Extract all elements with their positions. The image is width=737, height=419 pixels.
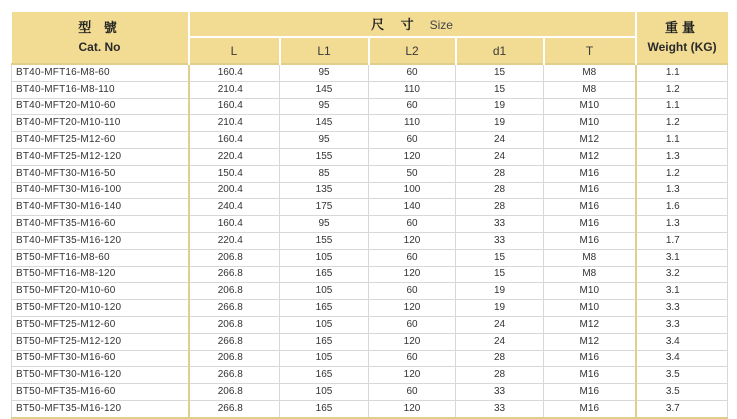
cell-l: 206.8 (189, 350, 280, 367)
cell-d1: 24 (456, 132, 544, 149)
cell-l: 220.4 (189, 148, 280, 165)
cell-l2: 60 (369, 316, 456, 333)
cell-t: M16 (544, 384, 636, 401)
header-col-l: L (189, 37, 280, 64)
cell-l: 266.8 (189, 333, 280, 350)
cell-weight: 3.2 (636, 266, 728, 283)
cell-catalog-number: BT50-MFT25-M12-120 (12, 333, 189, 350)
cell-l1: 165 (280, 400, 369, 417)
cell-l1: 95 (280, 132, 369, 149)
header-weight-zh: 重量 (665, 20, 700, 36)
cell-weight: 1.6 (636, 199, 728, 216)
table-row (12, 400, 728, 417)
cell-d1: 24 (456, 148, 544, 165)
cell-t: M16 (544, 165, 636, 182)
cell-l2: 120 (369, 367, 456, 384)
cell-l1: 145 (280, 115, 369, 132)
cell-l2: 110 (369, 115, 456, 132)
header-catalog-number (12, 12, 189, 64)
cell-l1: 165 (280, 333, 369, 350)
cell-l1: 95 (280, 216, 369, 233)
cell-catalog-number: BT50-MFT20-M10-120 (12, 300, 189, 317)
cell-l1: 95 (280, 64, 369, 81)
cell-l1: 135 (280, 182, 369, 199)
header-col-l2: L2 (369, 37, 456, 64)
header-size-zh: 尺 寸 (371, 18, 420, 33)
table-row (12, 300, 728, 317)
cell-weight: 1.3 (636, 148, 728, 165)
cell-catalog-number: BT40-MFT30-M16-140 (12, 199, 189, 216)
cell-l1: 165 (280, 266, 369, 283)
cell-d1: 15 (456, 249, 544, 266)
cell-d1: 19 (456, 115, 544, 132)
cell-catalog-number: BT40-MFT25-M12-120 (12, 148, 189, 165)
cell-l: 150.4 (189, 165, 280, 182)
cell-l2: 110 (369, 81, 456, 98)
table-row (12, 232, 728, 249)
table-row (12, 350, 728, 367)
cell-l2: 60 (369, 384, 456, 401)
cell-catalog-number: BT40-MFT35-M16-120 (12, 232, 189, 249)
cell-l1: 175 (280, 199, 369, 216)
cell-d1: 19 (456, 98, 544, 115)
cell-l1: 105 (280, 316, 369, 333)
cell-l1: 105 (280, 350, 369, 367)
table-row (12, 283, 728, 300)
cell-weight: 1.2 (636, 165, 728, 182)
cell-l2: 60 (369, 132, 456, 149)
cell-t: M16 (544, 199, 636, 216)
cell-catalog-number: BT40-MFT20-M10-110 (12, 115, 189, 132)
table-row (12, 165, 728, 182)
header-size (189, 12, 636, 37)
cell-t: M16 (544, 367, 636, 384)
cell-catalog-number: BT40-MFT20-M10-60 (12, 98, 189, 115)
cell-catalog-number: BT50-MFT25-M12-60 (12, 316, 189, 333)
cell-weight: 3.1 (636, 283, 728, 300)
cell-l: 266.8 (189, 266, 280, 283)
cell-l: 206.8 (189, 384, 280, 401)
cell-l: 160.4 (189, 98, 280, 115)
cell-catalog-number: BT40-MFT35-M16-60 (12, 216, 189, 233)
cell-catalog-number: BT40-MFT30-M16-100 (12, 182, 189, 199)
cell-d1: 28 (456, 182, 544, 199)
header-weight (636, 12, 728, 64)
cell-d1: 15 (456, 266, 544, 283)
cell-weight: 3.7 (636, 400, 728, 417)
cell-l: 220.4 (189, 232, 280, 249)
table-row (12, 132, 728, 149)
cell-catalog-number: BT50-MFT35-M16-120 (12, 400, 189, 417)
cell-catalog-number: BT40-MFT16-M8-60 (12, 64, 189, 81)
spec-sheet (11, 12, 727, 419)
cell-l: 206.8 (189, 316, 280, 333)
cell-catalog-number: BT40-MFT30-M16-50 (12, 165, 189, 182)
header-col-t: T (544, 37, 636, 64)
cell-t: M16 (544, 216, 636, 233)
cell-l1: 165 (280, 300, 369, 317)
cell-weight: 3.3 (636, 316, 728, 333)
cell-t: M12 (544, 333, 636, 350)
cell-t: M16 (544, 400, 636, 417)
cell-t: M10 (544, 283, 636, 300)
cell-t: M10 (544, 300, 636, 317)
cell-t: M12 (544, 316, 636, 333)
cell-l: 200.4 (189, 182, 280, 199)
cell-d1: 28 (456, 367, 544, 384)
cell-weight: 3.3 (636, 300, 728, 317)
cell-l2: 120 (369, 400, 456, 417)
cell-t: M8 (544, 81, 636, 98)
cell-t: M16 (544, 232, 636, 249)
table-row (12, 367, 728, 384)
cell-d1: 24 (456, 333, 544, 350)
cell-catalog-number: BT40-MFT16-M8-110 (12, 81, 189, 98)
table-row (12, 81, 728, 98)
table-row (12, 249, 728, 266)
cell-weight: 1.3 (636, 216, 728, 233)
cell-catalog-number: BT40-MFT25-M12-60 (12, 132, 189, 149)
cell-l2: 140 (369, 199, 456, 216)
cell-t: M8 (544, 266, 636, 283)
cell-l1: 105 (280, 283, 369, 300)
cell-l: 206.8 (189, 249, 280, 266)
cell-l2: 60 (369, 350, 456, 367)
cell-l2: 60 (369, 216, 456, 233)
table-row (12, 115, 728, 132)
cell-l2: 120 (369, 300, 456, 317)
cell-l1: 155 (280, 148, 369, 165)
cell-weight: 1.3 (636, 182, 728, 199)
cell-l2: 50 (369, 165, 456, 182)
table-row (12, 64, 728, 81)
table-row (12, 98, 728, 115)
table-row (12, 216, 728, 233)
cell-l2: 100 (369, 182, 456, 199)
cell-d1: 19 (456, 283, 544, 300)
cell-l1: 85 (280, 165, 369, 182)
spec-table (11, 12, 728, 419)
cell-l: 160.4 (189, 132, 280, 149)
cell-catalog-number: BT50-MFT16-M8-60 (12, 249, 189, 266)
cell-l: 160.4 (189, 216, 280, 233)
cell-t: M12 (544, 148, 636, 165)
cell-l2: 60 (369, 283, 456, 300)
cell-d1: 33 (456, 400, 544, 417)
table-row (12, 182, 728, 199)
table-row (12, 266, 728, 283)
cell-l1: 105 (280, 249, 369, 266)
cell-d1: 33 (456, 384, 544, 401)
cell-l2: 60 (369, 249, 456, 266)
header-catalog-zh: 型 號 (78, 20, 121, 36)
cell-weight: 3.4 (636, 350, 728, 367)
cell-t: M10 (544, 98, 636, 115)
table-row (12, 148, 728, 165)
table-row (12, 199, 728, 216)
table-row (12, 384, 728, 401)
cell-l: 210.4 (189, 115, 280, 132)
cell-d1: 15 (456, 81, 544, 98)
header-catalog-en: Cat. No (78, 39, 121, 54)
cell-l: 266.8 (189, 300, 280, 317)
cell-weight: 1.1 (636, 64, 728, 81)
cell-l: 206.8 (189, 283, 280, 300)
cell-weight: 1.2 (636, 115, 728, 132)
cell-d1: 24 (456, 316, 544, 333)
cell-weight: 3.1 (636, 249, 728, 266)
cell-catalog-number: BT50-MFT35-M16-60 (12, 384, 189, 401)
cell-weight: 3.5 (636, 367, 728, 384)
cell-weight: 1.1 (636, 132, 728, 149)
cell-l2: 60 (369, 98, 456, 115)
cell-catalog-number: BT50-MFT20-M10-60 (12, 283, 189, 300)
cell-weight: 1.7 (636, 232, 728, 249)
header-weight-en: Weight (KG) (647, 39, 717, 54)
cell-t: M8 (544, 249, 636, 266)
table-row (12, 316, 728, 333)
cell-t: M8 (544, 64, 636, 81)
cell-l: 240.4 (189, 199, 280, 216)
cell-l2: 120 (369, 333, 456, 350)
cell-t: M16 (544, 182, 636, 199)
cell-l: 266.8 (189, 400, 280, 417)
cell-weight: 3.4 (636, 333, 728, 350)
cell-l1: 165 (280, 367, 369, 384)
cell-catalog-number: BT50-MFT30-M16-120 (12, 367, 189, 384)
cell-t: M10 (544, 115, 636, 132)
cell-d1: 33 (456, 216, 544, 233)
cell-l2: 120 (369, 266, 456, 283)
cell-t: M16 (544, 350, 636, 367)
header-col-d1: d1 (456, 37, 544, 64)
cell-l1: 155 (280, 232, 369, 249)
cell-catalog-number: BT50-MFT16-M8-120 (12, 266, 189, 283)
cell-d1: 15 (456, 64, 544, 81)
cell-d1: 19 (456, 300, 544, 317)
cell-l: 160.4 (189, 64, 280, 81)
cell-l2: 60 (369, 64, 456, 81)
cell-l1: 105 (280, 384, 369, 401)
spec-table-body (12, 64, 728, 418)
header-size-en: Size (429, 18, 453, 32)
cell-l1: 145 (280, 81, 369, 98)
cell-weight: 1.1 (636, 98, 728, 115)
cell-l2: 120 (369, 232, 456, 249)
cell-d1: 28 (456, 165, 544, 182)
cell-d1: 33 (456, 232, 544, 249)
cell-catalog-number: BT50-MFT30-M16-60 (12, 350, 189, 367)
cell-l1: 95 (280, 98, 369, 115)
cell-l: 266.8 (189, 367, 280, 384)
table-row (12, 333, 728, 350)
cell-t: M12 (544, 132, 636, 149)
cell-l: 210.4 (189, 81, 280, 98)
cell-weight: 3.5 (636, 384, 728, 401)
cell-d1: 28 (456, 199, 544, 216)
cell-weight: 1.2 (636, 81, 728, 98)
header-col-l1: L1 (280, 37, 369, 64)
cell-l2: 120 (369, 148, 456, 165)
cell-d1: 28 (456, 350, 544, 367)
